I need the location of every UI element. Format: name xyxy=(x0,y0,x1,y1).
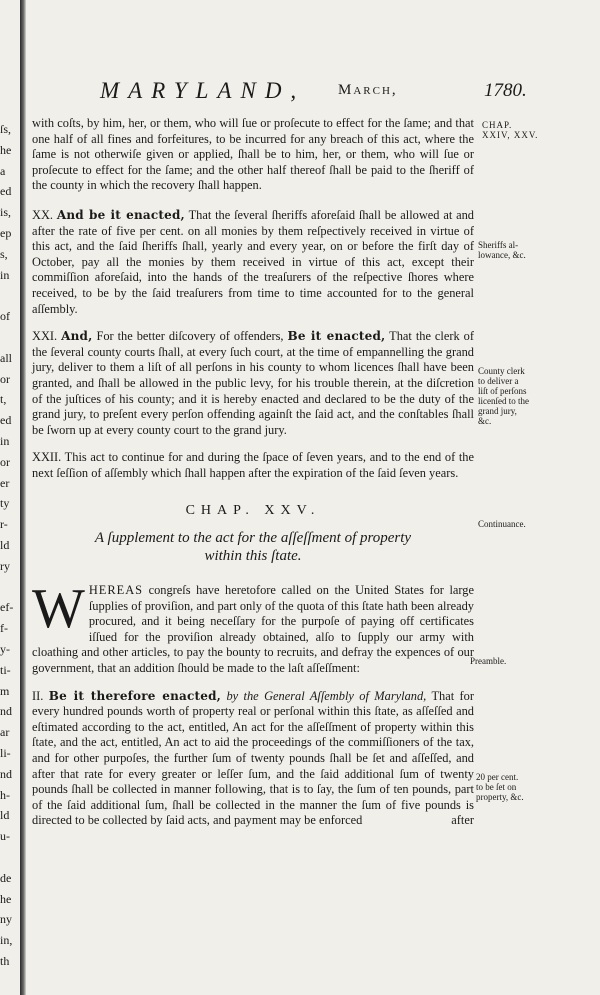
margin-line: CHAP. xyxy=(482,120,513,130)
section-text: That for every hundred pounds worth of property real or perſonal within this ſtate, as aſſeſſed and eſtimated according to the act, entitled, An act for the aſſeſſment of property within this ſtate, and the act, entitled, An act to aid the proceedings of the commiſſioners of the tax, and for other purpoſes, the further ſum of twenty pounds ſhall be ſet and aſſeſſed, and after that rate for every greater or leſſer ſum, and the ſaid additional ſum of twenty pounds ſhall be collected in manner following, that is to ſay, the ſum of ten pounds, part of the ſaid additional ſum, ſhall be collected in the manner the ſum of five pounds is directed to be collected by ſaid acts, and payment may be enforced xyxy=(32,688,475,828)
gutter-fragment: ſs, xyxy=(0,122,12,136)
running-header xyxy=(100,78,540,104)
chapter-title-line: within this ſtate. xyxy=(204,548,302,565)
margin-line: to deliver a xyxy=(478,376,519,386)
header-state: MARYLAND, xyxy=(100,78,306,103)
gutter-fragment: or xyxy=(0,371,10,386)
gutter-fragment: ny xyxy=(0,912,12,927)
gutter-fragment: a xyxy=(0,163,6,178)
gutter-fragment: all xyxy=(0,350,12,365)
gutter-fragment: u- xyxy=(0,829,10,844)
section-number: XXI. xyxy=(32,329,58,344)
previous-page-fragment xyxy=(0,0,20,995)
preamble xyxy=(32,578,474,677)
margin-line: Sheriffs al- xyxy=(478,240,519,250)
gutter-fragment: in xyxy=(0,434,10,448)
margin-line: XXIV, XXV. xyxy=(482,130,539,140)
gutter-fragment: is, xyxy=(0,205,12,220)
section-text: For the better diſcovery of offenders, xyxy=(96,329,284,344)
gutter-fragment: he xyxy=(0,142,12,157)
gutter-fragment: nd xyxy=(0,766,12,781)
chapter-title xyxy=(32,529,474,565)
preamble-opening: HEREAS xyxy=(88,583,144,598)
gutter-fragment: ty xyxy=(0,496,10,511)
margin-line: Preamble. xyxy=(470,656,507,666)
gutter-fragment: ed xyxy=(0,184,12,199)
gutter-fragment: f- xyxy=(0,621,8,636)
section-ii xyxy=(32,689,474,829)
gutter-fragment: r- xyxy=(0,517,8,532)
enacting-authority: by the General Aſſembly of Maryland, xyxy=(226,688,427,703)
drop-cap: W xyxy=(32,578,85,641)
section-xxi xyxy=(32,329,474,438)
margin-line: to be ſet on xyxy=(476,782,517,792)
margin-line: Continuance. xyxy=(478,519,526,529)
enacting-clause: And be it enacted, xyxy=(56,207,185,222)
gutter-fragment: or xyxy=(0,454,10,469)
margin-line: liſt of perſons xyxy=(478,386,527,396)
gutter-fragment: he xyxy=(0,891,12,906)
gutter-fragment: li- xyxy=(0,746,11,760)
margin-line: lowance, &c. xyxy=(478,250,526,260)
gutter-fragment: ti- xyxy=(0,662,11,677)
gutter-fragment: in, xyxy=(0,933,13,948)
gutter-fragment: ry xyxy=(0,558,10,573)
margin-note-sheriffs xyxy=(478,240,526,260)
margin-note-continuance xyxy=(478,519,526,529)
header-year: 1780. xyxy=(484,80,527,101)
enacting-clause: Be it therefore enacted, xyxy=(48,688,222,703)
gutter-fragment: t, xyxy=(0,392,7,407)
binding-shadow xyxy=(20,0,26,995)
enacting-clause: And, xyxy=(61,329,93,344)
continued-paragraph: with coſts, by him, her, or them, who will ſue or proſecute to effect for the ſame; and that one half of all fines and forfeitures, to be incurred for any breach of this act, where the ſame is not otherwiſe given or applied, ſhall be to him, her, or them, who will ſue or proſecute to effect for the ſame; and the other half thereof ſhall be paid to the ſheriff of the county in which the recovery ſhall happen. xyxy=(32,116,474,193)
gutter-fragment: ld xyxy=(0,538,10,552)
section-number: II. xyxy=(32,688,44,703)
catchword: after xyxy=(451,813,474,828)
gutter-fragment: ld xyxy=(0,808,10,823)
gutter-fragment: m xyxy=(0,683,10,698)
gutter-fragment: ar xyxy=(0,725,10,740)
margin-note-preamble xyxy=(470,656,506,666)
header-month: March, xyxy=(338,82,398,98)
margin-line: &c. xyxy=(478,416,492,426)
margin-line: County clerk xyxy=(478,366,525,376)
section-text: That the clerk of the ſeveral county courts ſhall, at every ſuch court, at the time of empannelling the grand jury, deliver to them a liſt of all perſons in his county to whom licences ſhall have been granted, and ſhall be allowed in the public levy, for his trouble therein, at the diſcretion of the juſtices of his county; and it is hereby enacted and declared to be the duty of the grand jury, to preſent every perſon offending againſt the ſaid act, and the conſtables ſhall be ſworn up at every county court to the grand jury. xyxy=(32,329,474,437)
gutter-fragment: th xyxy=(0,954,10,968)
gutter-fragment: de xyxy=(0,870,12,885)
gutter-fragment: in xyxy=(0,267,10,282)
margin-note-twenty-per-cent xyxy=(476,772,524,802)
chapter-heading: CHAP. XXV. xyxy=(185,503,321,519)
gutter-fragment: of xyxy=(0,309,10,324)
section-text: That the ſeveral ſheriffs aforeſaid ſhall be allowed at and after the rate of five per cent. on all monies by them reſpectively received in virtue of this act, and the ſaid ſheriffs ſhall, yearly and every year, on or before the firſt day of October, pay all the monies by them received in virtue of this act, except their commiſſion aforeſaid, into the hands of the treaſurers of the reſpective ſhores where received, to be by the ſaid treaſurers from time to time accounted for to the general aſſembly. xyxy=(32,207,474,316)
enacting-clause: Be it enacted, xyxy=(287,329,386,344)
gutter-fragment: y- xyxy=(0,642,10,656)
gutter-fragment: h- xyxy=(0,787,10,802)
gutter-fragment: ef- xyxy=(0,600,14,615)
margin-note-county-clerk xyxy=(478,366,529,426)
preamble-text: congreſs have heretofore called on the United States for large ſupplies of proviſion, and part only of the quota of this ſtate hath been already procured, and it being neceſſary for the purpoſe of paying off certificates iſſued for the proviſion already obtained, alſo to ſupply our army with cloathing and other articles, to pay the bounty to recruits, and defray the expences of our government, that an addition ſhould be made to the laſt aſſeſſment: xyxy=(32,583,474,676)
margin-line: 20 per cent. xyxy=(476,772,519,782)
margin-chapter-reference xyxy=(482,120,538,140)
margin-line: property, &c. xyxy=(476,792,524,802)
gutter-fragment: s, xyxy=(0,246,8,261)
gutter-fragment: er xyxy=(0,475,10,490)
gutter-fragment: ed xyxy=(0,413,12,428)
gutter-fragment: ep xyxy=(0,226,12,240)
chapter-title-line: A ſupplement to the act for the aſſeſſment of property xyxy=(94,530,412,547)
section-xxii: XXII. This act to continue for and during the ſpace of ſeven years, and to the end of the next ſeſſion of aſſembly which ſhall happen after the expiration of the ſaid ſeven years. xyxy=(32,450,474,480)
section-number: XX. xyxy=(32,207,53,222)
main-text xyxy=(32,116,474,841)
section-xx xyxy=(32,208,474,317)
margin-line: licenſed to the xyxy=(478,396,529,406)
gutter-fragment: nd xyxy=(0,704,12,719)
margin-line: grand jury, xyxy=(478,406,517,416)
